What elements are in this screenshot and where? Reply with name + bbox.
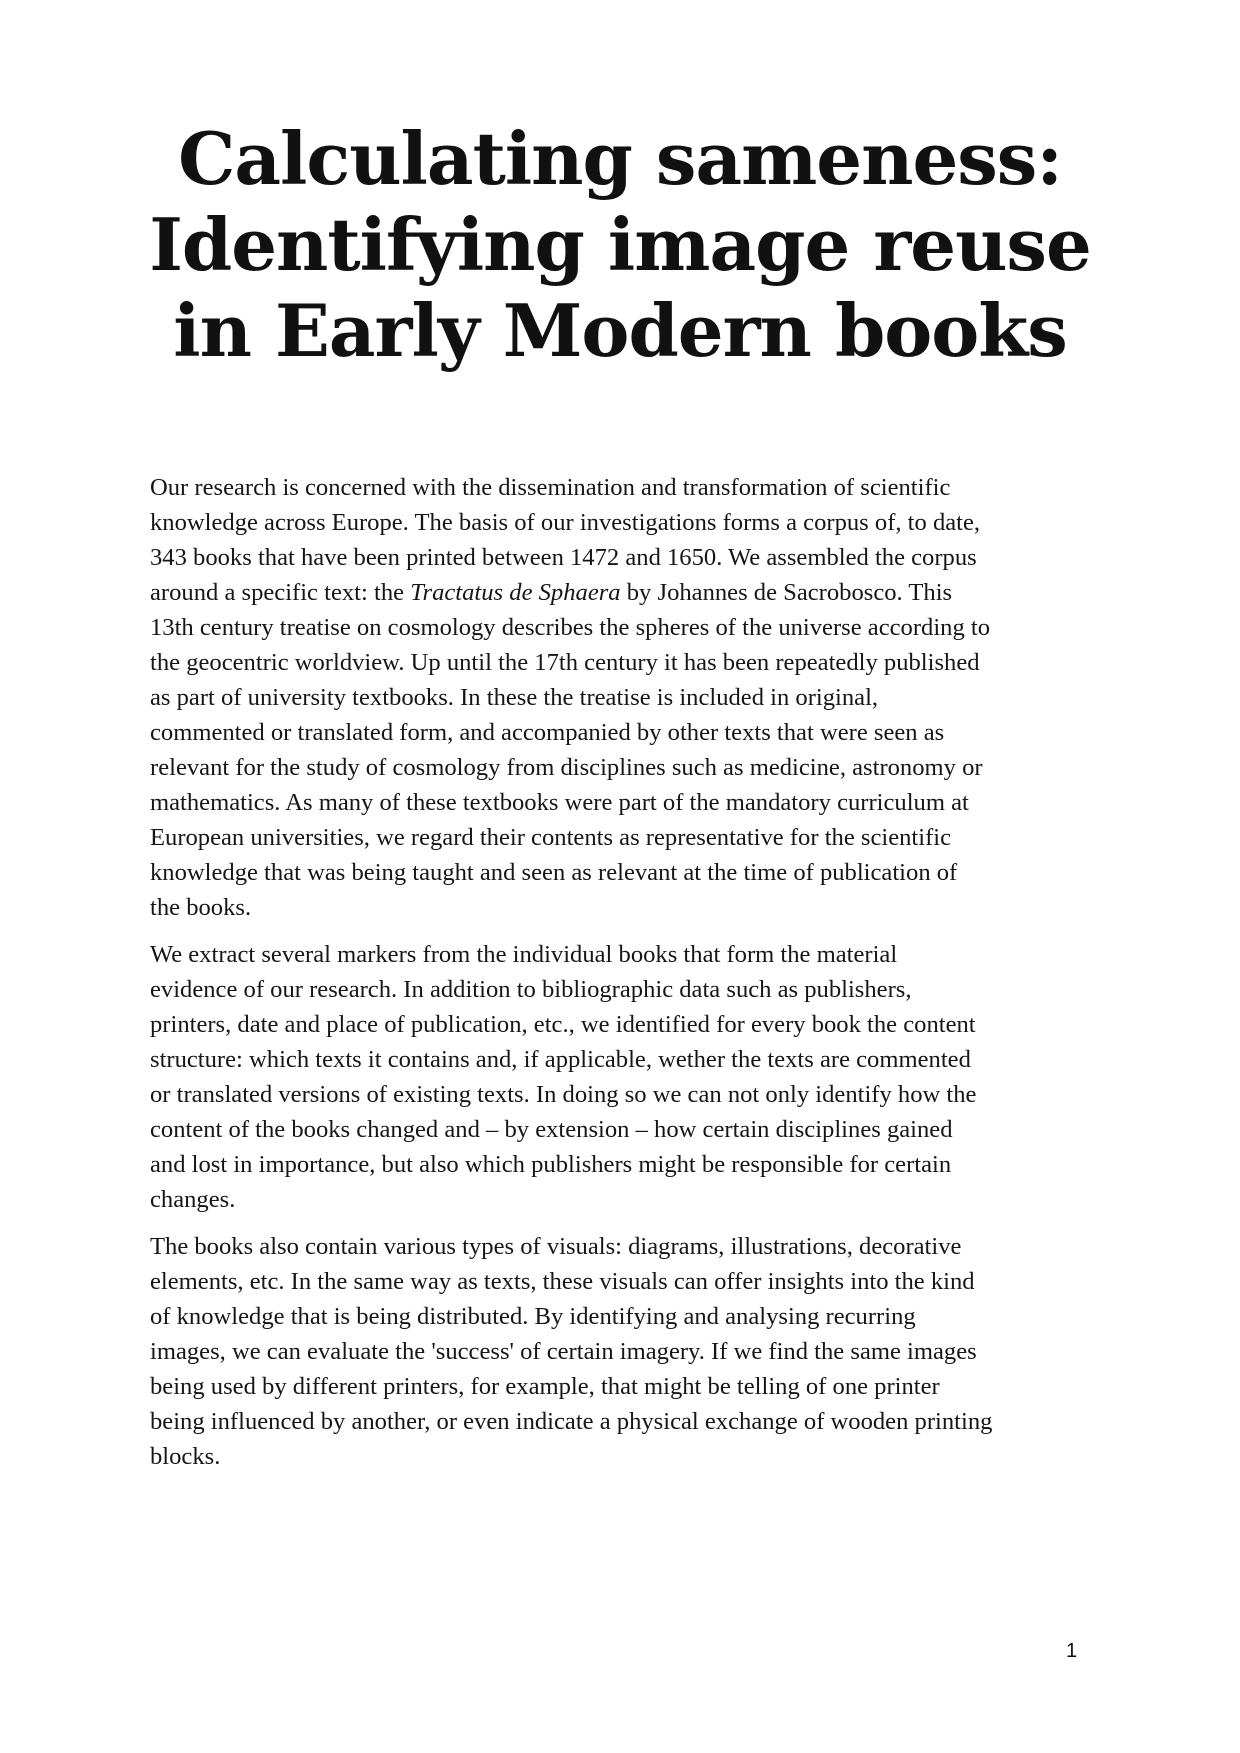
text-line: mathematics. As many of these textbooks were part of the mandatory curriculum at xyxy=(150,789,969,816)
text-line: The books also contain various types of visuals: diagrams, illustrations, decorative xyxy=(150,1233,962,1260)
paragraph-visuals xyxy=(150,1229,1100,1474)
title-line: in Early Modern books xyxy=(173,288,1067,373)
text-line: the geocentric worldview. Up until the 17th century it has been repeatedly published xyxy=(150,649,980,676)
text-line xyxy=(150,575,1100,610)
text-line: printers, date and place of publication, etc., we identified for every book the content xyxy=(150,1011,976,1038)
text-line: and lost in importance, but also which publishers might be responsible for certain xyxy=(150,1151,952,1178)
text-line: images, we can evaluate the 'success' of certain imagery. If we find the same images xyxy=(150,1338,977,1365)
text-line: of knowledge that is being distributed. By identifying and analysing recurring xyxy=(150,1303,916,1330)
text-line: being used by different printers, for example, that might be telling of one printer xyxy=(150,1373,940,1400)
text-line: changes. xyxy=(150,1186,236,1213)
text-line: We extract several markers from the individual books that form the material xyxy=(150,941,898,968)
title-line: Calculating sameness: xyxy=(178,116,1062,201)
text-line: relevant for the study of cosmology from disciplines such as medicine, astronomy or xyxy=(150,754,983,781)
text-line: evidence of our research. In addition to bibliographic data such as publishers, xyxy=(150,976,912,1003)
book-title-italic: Tractatus de Sphaera xyxy=(410,579,621,606)
title-line: Identifying image reuse xyxy=(149,202,1091,287)
paragraph-markers xyxy=(150,937,1100,1217)
text-line: as part of university textbooks. In these the treatise is included in original, xyxy=(150,684,879,711)
text-segment: around a specific text: the xyxy=(150,579,411,606)
text-line: knowledge across Europe. The basis of our investigations forms a corpus of, to date, xyxy=(150,509,981,536)
page-number: 1 xyxy=(1066,1640,1078,1662)
text-line: blocks. xyxy=(150,1443,221,1470)
text-line: the books. xyxy=(150,894,252,921)
text-line: elements, etc. In the same way as texts, these visuals can offer insights into the kind xyxy=(150,1268,975,1295)
text-line: 13th century treatise on cosmology describes the spheres of the universe according to xyxy=(150,614,991,641)
text-line: European universities, we regard their contents as representative for the scientific xyxy=(150,824,952,851)
text-line: or translated versions of existing texts. In doing so we can not only identify how the xyxy=(150,1081,977,1108)
document-body xyxy=(150,470,1100,1486)
text-line: Our research is concerned with the dissemination and transformation of scientific xyxy=(150,474,951,501)
document-title xyxy=(100,116,1140,374)
text-line: knowledge that was being taught and seen as relevant at the time of publication of xyxy=(150,859,958,886)
text-line: being influenced by another, or even indicate a physical exchange of wooden printing xyxy=(150,1408,993,1435)
text-segment: by Johannes de Sacrobosco. This xyxy=(620,579,953,606)
paragraph-research-scope xyxy=(150,470,1100,925)
text-line: commented or translated form, and accompanied by other texts that were seen as xyxy=(150,719,945,746)
text-line: 343 books that have been printed between 1472 and 1650. We assembled the corpus xyxy=(150,544,977,571)
text-line: structure: which texts it contains and, if applicable, wether the texts are commented xyxy=(150,1046,971,1073)
text-line: content of the books changed and – by extension – how certain disciplines gained xyxy=(150,1116,953,1143)
